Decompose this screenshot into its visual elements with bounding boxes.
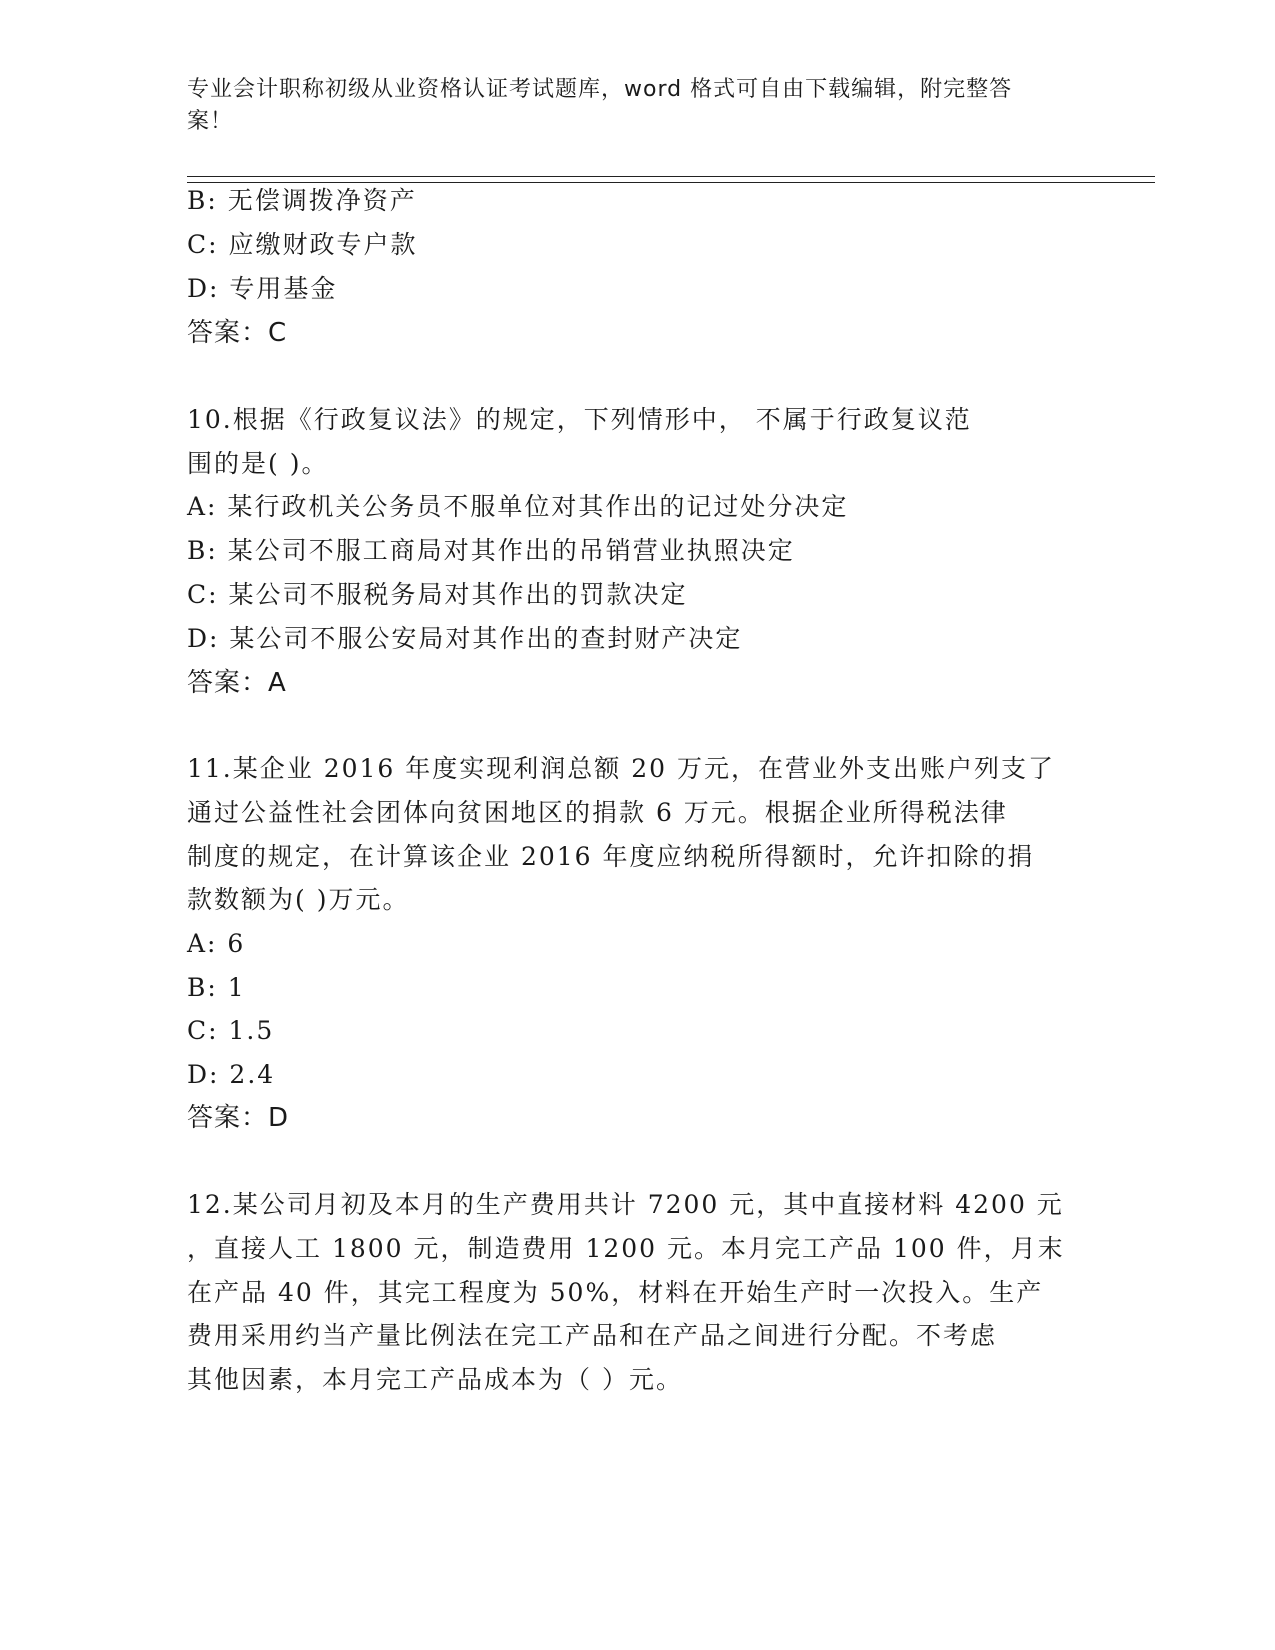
header-line-1: 专业会计职称初级从业资格认证考试题库，word 格式可自由下载编辑，附完整答 [187, 77, 1013, 102]
q10-stem-line-1: 10.根据《行政复议法》的规定，下列情形中， 不属于行政复议范 [187, 405, 972, 434]
header-divider-top [187, 176, 1155, 177]
q11-option-a: A: 6 [187, 929, 246, 958]
q9-answer: 答案：C [187, 318, 288, 348]
q11-option-d: D: 2.4 [187, 1060, 276, 1089]
q10-option-d: D: 某公司不服公安局对其作出的查封财产决定 [187, 624, 743, 653]
q11-stem-line-4: 款数额为( )万元。 [187, 885, 410, 914]
q9-option-b: B: 无偿调拨净资产 [187, 186, 417, 215]
q9-option-c: C: 应缴财政专户款 [187, 230, 418, 259]
q11-stem-line-1: 11.某企业 2016 年度实现利润总额 20 万元，在营业外支出账户列支了 [187, 754, 1055, 783]
q10-option-c: C: 某公司不服税务局对其作出的罚款决定 [187, 580, 688, 609]
q10-option-b: B: 某公司不服工商局对其作出的吊销营业执照决定 [187, 536, 795, 565]
q10-stem-line-2: 围的是( )。 [187, 449, 329, 478]
header-divider-bottom [187, 182, 1155, 183]
q11-answer: 答案：D [187, 1103, 290, 1133]
q12-stem-line-1: 12.某公司月初及本月的生产费用共计 7200 元，其中直接材料 4200 元 [187, 1190, 1064, 1219]
q9-option-d: D: 专用基金 [187, 274, 338, 303]
q10-option-a: A: 某行政机关公务员不服单位对其作出的记过处分决定 [187, 492, 849, 521]
q12-stem-line-4: 费用采用约当产量比例法在完工产品和在产品之间进行分配。不考虑 [187, 1321, 998, 1350]
q11-option-c: C: 1.5 [187, 1016, 275, 1045]
q11-stem-line-2: 通过公益性社会团体向贫困地区的捐款 6 万元。根据企业所得税法律 [187, 798, 1008, 827]
q12-stem-line-2: ，直接人工 1800 元，制造费用 1200 元。本月完工产品 100 件，月末 [187, 1234, 1065, 1263]
q12-stem-line-5: 其他因素，本月完工产品成本为（ ）元。 [187, 1365, 683, 1394]
q12-stem-line-3: 在产品 40 件，其完工程度为 50%，材料在开始生产时一次投入。生产 [187, 1278, 1044, 1307]
q11-option-b: B: 1 [187, 973, 246, 1002]
page-header [187, 74, 1067, 138]
q11-stem-line-3: 制度的规定，在计算该企业 2016 年度应纳税所得额时，允许扣除的捐 [187, 842, 1035, 871]
q10-answer: 答案：A [187, 668, 287, 698]
header-line-2: 案！ [187, 109, 234, 134]
